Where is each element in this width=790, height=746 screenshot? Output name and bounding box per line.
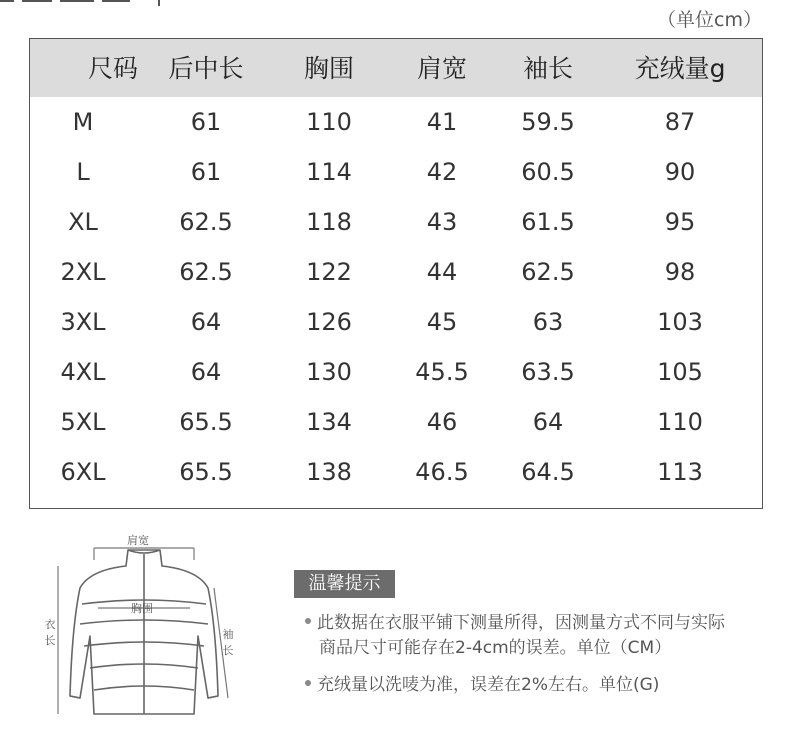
cell-back-length: 64 bbox=[190, 308, 222, 336]
cell-back-length: 62.5 bbox=[179, 258, 233, 286]
cell-back-length: 64 bbox=[190, 358, 222, 386]
measurement-note-line1-text: 此数据在衣服平铺下测量所得，因测量方式不同与实际 bbox=[317, 613, 725, 633]
cell-chest: 130 bbox=[306, 358, 352, 386]
cell-sleeve: 63 bbox=[532, 308, 564, 336]
header-sleeve: 袖长 bbox=[522, 54, 573, 83]
shoulder-label: 肩宽 bbox=[127, 534, 149, 547]
cell-size: 2XL bbox=[60, 258, 106, 286]
cell-shoulder: 45 bbox=[426, 308, 458, 336]
cell-sleeve: 59.5 bbox=[521, 108, 575, 136]
cell-down-fill: 95 bbox=[664, 208, 696, 236]
cell-size: 3XL bbox=[60, 308, 106, 336]
cell-shoulder: 46.5 bbox=[415, 458, 469, 486]
cell-size: 5XL bbox=[60, 408, 106, 436]
jacket-measurement-diagram bbox=[38, 526, 250, 738]
cell-chest: 122 bbox=[306, 258, 352, 286]
down-fill-note-text: 充绒量以洗唛为准，误差在2%左右。单位(G) bbox=[317, 675, 660, 695]
cell-chest: 114 bbox=[306, 158, 352, 186]
length-label-bottom: 长 bbox=[44, 634, 56, 647]
unit-note: （单位cm） bbox=[657, 9, 762, 31]
cell-sleeve: 62.5 bbox=[521, 258, 575, 286]
size-table bbox=[29, 38, 763, 509]
table-header-row bbox=[30, 39, 762, 97]
cell-down-fill: 87 bbox=[664, 108, 696, 136]
cell-size: XL bbox=[68, 208, 98, 236]
cell-down-fill: 103 bbox=[657, 308, 703, 336]
cell-size: 4XL bbox=[60, 358, 106, 386]
cell-back-length: 65.5 bbox=[179, 408, 233, 436]
measurement-note-line1 bbox=[305, 611, 785, 636]
cell-size: 6XL bbox=[60, 458, 106, 486]
bullet-dot bbox=[305, 618, 311, 624]
header-shoulder: 肩宽 bbox=[416, 54, 467, 83]
cell-chest: 126 bbox=[306, 308, 352, 336]
cell-size: L bbox=[76, 158, 90, 186]
cell-back-length: 61 bbox=[190, 158, 222, 186]
cell-chest: 138 bbox=[306, 458, 352, 486]
cell-down-fill: 98 bbox=[664, 258, 696, 286]
measurement-note bbox=[305, 611, 785, 661]
cell-shoulder: 46 bbox=[426, 408, 458, 436]
cell-back-length: 65.5 bbox=[179, 458, 233, 486]
cell-down-fill: 105 bbox=[657, 358, 703, 386]
header-down-fill: 充绒量g bbox=[634, 54, 726, 83]
cell-chest: 110 bbox=[306, 108, 352, 136]
sleeve-measure-line bbox=[214, 588, 228, 698]
cell-sleeve: 64 bbox=[532, 408, 564, 436]
cell-shoulder: 41 bbox=[426, 108, 458, 136]
cell-shoulder: 43 bbox=[426, 208, 458, 236]
cell-sleeve: 64.5 bbox=[521, 458, 575, 486]
length-label-top: 衣 bbox=[44, 618, 56, 631]
cell-shoulder: 44 bbox=[426, 258, 458, 286]
tip-title: 温馨提示 bbox=[294, 570, 395, 598]
sleeve-label-bottom: 长 bbox=[222, 644, 234, 657]
cell-down-fill: 110 bbox=[657, 408, 703, 436]
bullet-dot bbox=[305, 680, 311, 686]
cell-sleeve: 63.5 bbox=[521, 358, 575, 386]
header-back-length: 后中长 bbox=[168, 54, 244, 83]
cell-chest: 134 bbox=[306, 408, 352, 436]
cell-sleeve: 61.5 bbox=[521, 208, 575, 236]
cell-down-fill: 90 bbox=[664, 158, 696, 186]
cell-shoulder: 45.5 bbox=[415, 358, 469, 386]
cell-size: M bbox=[72, 108, 94, 136]
cell-sleeve: 60.5 bbox=[521, 158, 575, 186]
cell-chest: 118 bbox=[306, 208, 352, 236]
measurement-note-line2: 商品尺寸可能存在2-4cm的误差。单位（CM） bbox=[319, 638, 672, 658]
header-size: 尺码 bbox=[87, 54, 138, 83]
sleeve-label-top: 袖 bbox=[222, 628, 234, 641]
cell-back-length: 61 bbox=[190, 108, 222, 136]
cell-down-fill: 113 bbox=[657, 458, 703, 486]
cell-shoulder: 42 bbox=[426, 158, 458, 186]
jacket-collar bbox=[128, 550, 160, 714]
cropped-top-text-fragment bbox=[0, 0, 175, 6]
down-fill-note bbox=[305, 673, 785, 698]
cell-back-length: 62.5 bbox=[179, 208, 233, 236]
chest-label: 胸围 bbox=[131, 602, 153, 615]
header-chest: 胸围 bbox=[303, 54, 354, 83]
